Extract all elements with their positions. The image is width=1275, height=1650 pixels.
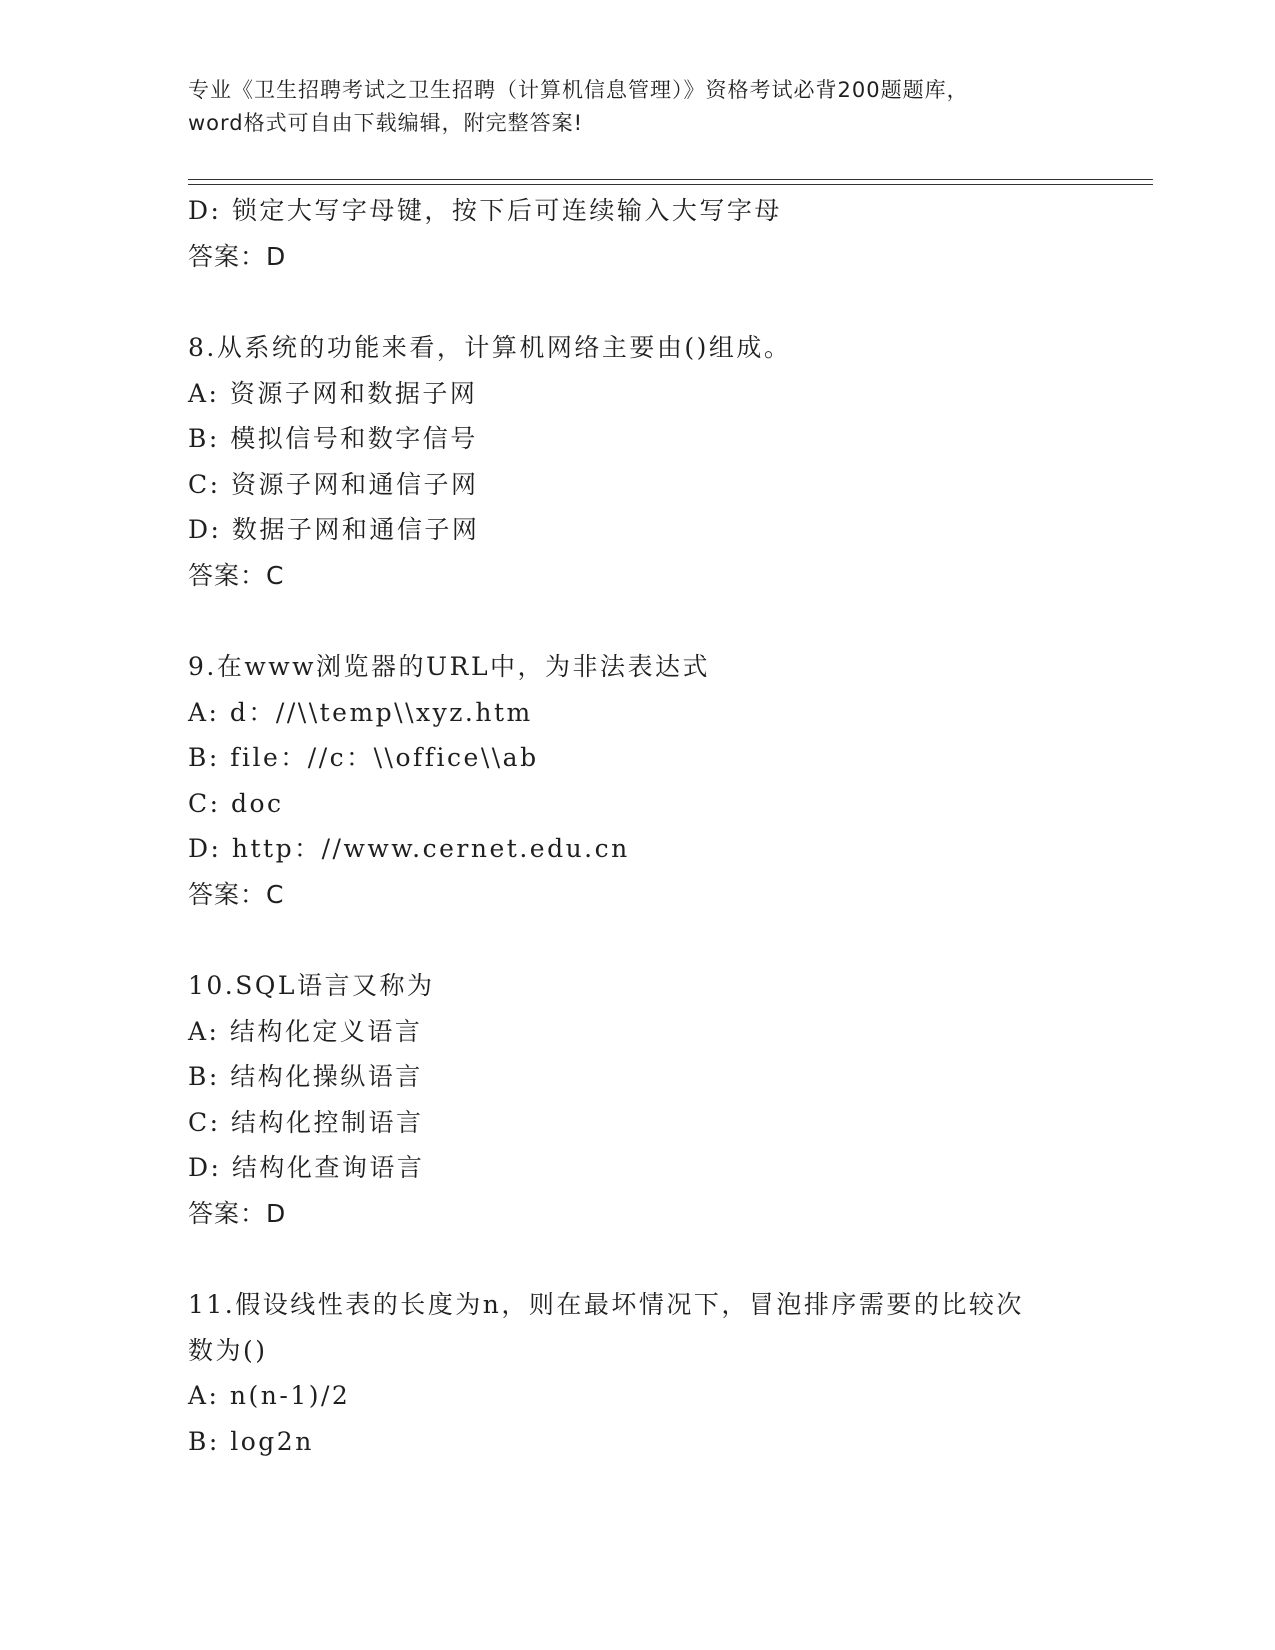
answer-line: 答案：C [188,879,285,909]
question-block-9 [188,644,1088,917]
question-block-10 [188,963,1088,1236]
option-a: A: n(n-1)/2 [188,1381,351,1410]
question-block-11 [188,1282,1088,1464]
option-a: A: 结构化定义语言 [188,1016,423,1046]
spacer [188,598,1088,644]
option-a: A: d：//\\temp\\xyz.htm [188,697,533,727]
header-divider-top [188,179,1153,180]
option-b: B: 模拟信号和数字信号 [188,424,478,453]
header-line-1: 专业《卫生招聘考试之卫生招聘（计算机信息管理）》资格考试必背200题题库， [188,78,969,102]
answer-line: 答案：C [188,560,285,590]
question-block-7 [188,188,1088,279]
question-list [188,188,1088,1464]
option-c: C: 资源子网和通信子网 [188,469,479,499]
question-stem-line-2: 数为() [188,1335,268,1365]
header-line-2: word格式可自由下载编辑，附完整答案! [188,111,584,135]
question-block-8 [188,325,1088,598]
spacer [188,279,1088,325]
option-b: B: log2n [188,1426,314,1456]
option-b: B: 结构化操纵语言 [188,1062,423,1091]
option-b: B: file：//c：\\office\\ab [188,743,539,772]
question-stem-line-1: 11.假设线性表的长度为n，则在最坏情况下，冒泡排序需要的比较次 [188,1290,1024,1319]
option-c: C: 结构化控制语言 [188,1107,424,1137]
header-divider-bottom [188,184,1153,185]
question-stem: 9.在www浏览器的URL中，为非法表达式 [188,652,711,681]
question-stem: 10.SQL语言又称为 [188,971,435,1000]
answer-line: 答案：D [188,241,287,271]
document-header [188,74,1088,140]
spacer [188,917,1088,963]
answer-line: 答案：D [188,1198,287,1228]
option-d: D: 结构化查询语言 [188,1153,425,1182]
question-stem: 8.从系统的功能来看，计算机网络主要由()组成。 [188,333,792,362]
option-d: D: 锁定大写字母键，按下后可连续输入大写字母 [188,196,782,225]
option-c: C: doc [188,788,284,818]
option-a: A: 资源子网和数据子网 [188,378,478,408]
option-d: D: 数据子网和通信子网 [188,515,480,544]
option-d: D: http：//www.cernet.edu.cn [188,834,630,863]
spacer [188,1236,1088,1282]
